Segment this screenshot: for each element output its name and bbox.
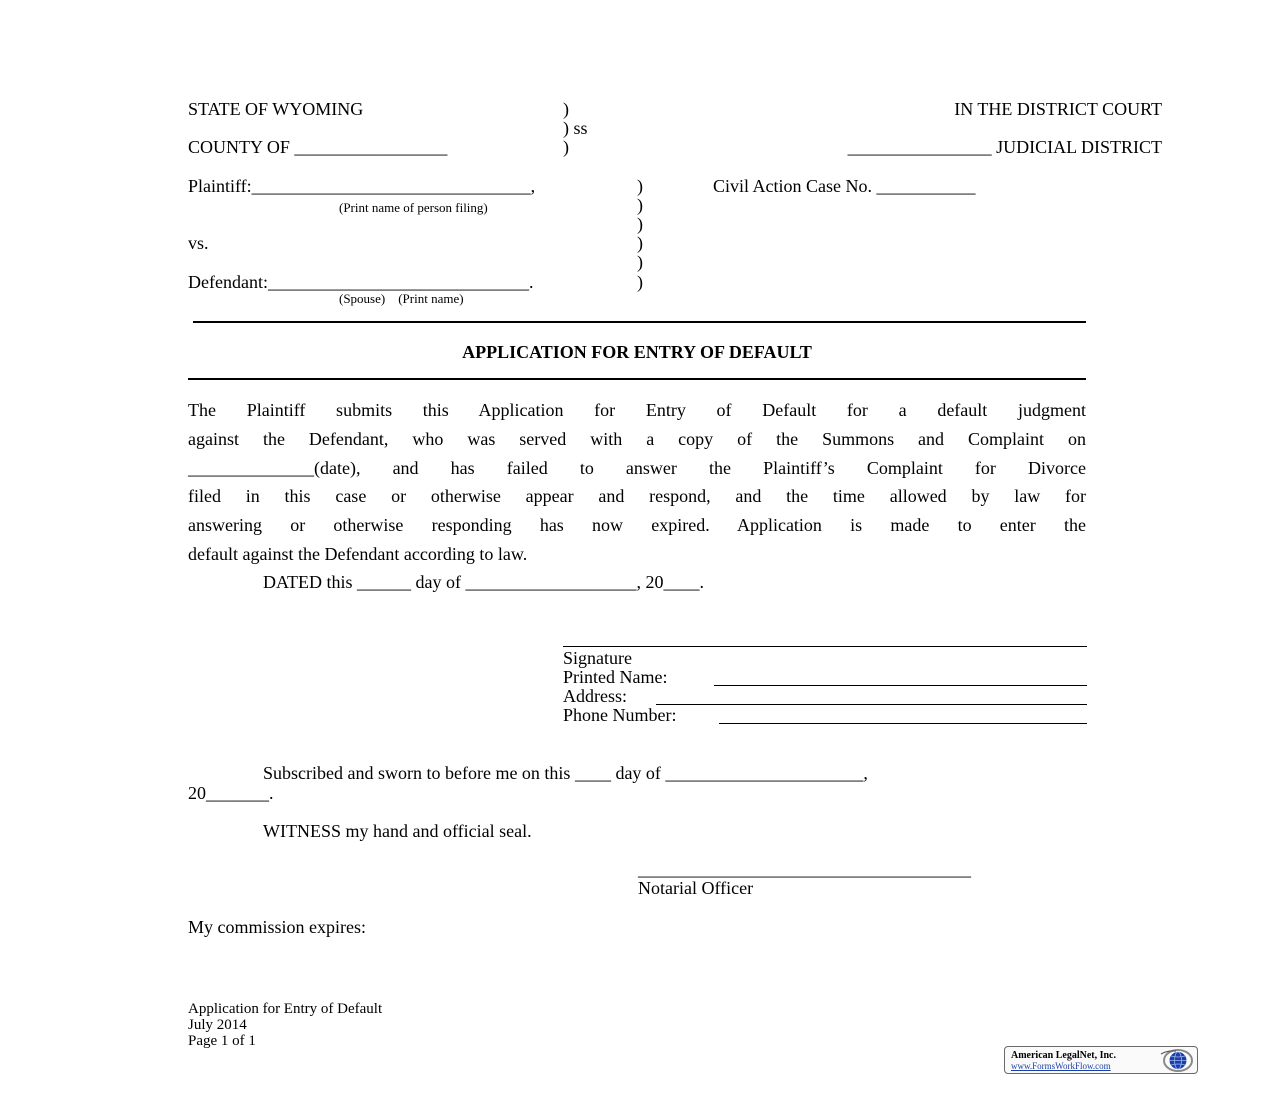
party-paren: ) [637,233,643,253]
caption-paren: ) [563,99,569,119]
body-line: filed in this case or otherwise appear and respond, and the time allowed by law for [188,486,1086,506]
document-title: APPLICATION FOR ENTRY OF DEFAULT [462,342,812,362]
defendant-hint: (Spouse) (Print name) [339,291,464,306]
footer-date: July 2014 [188,1017,247,1033]
body-line: answering or otherwise responding has now expired. Application is made to enter the [188,515,1086,535]
caption-paren-ss: ) ss [563,118,588,138]
title-rule-top [193,321,1086,323]
printed-name-label: Printed Name: [563,667,668,687]
footer-page: Page 1 of 1 [188,1033,256,1049]
logo-url-link[interactable]: www.FormsWorkFlow.com [1011,1061,1111,1071]
body-line-date-field[interactable]: ______________(date), and has failed to answer the Plaintiff’s Complaint for Divorce [188,458,1086,478]
party-paren: ) [637,214,643,234]
footer-form-name: Application for Entry of Default [188,1001,383,1017]
plaintiff-field[interactable]: Plaintiff:_______________________________, [188,176,536,196]
party-paren: ) [637,195,643,215]
notary-signature-line[interactable]: _____________________________________ [638,859,971,879]
phone-field[interactable] [719,723,1087,724]
american-legalnet-logo[interactable] [1004,1046,1198,1074]
case-number-field[interactable]: Civil Action Case No. ___________ [713,176,976,196]
globe-icon [1158,1048,1194,1073]
dated-field[interactable]: DATED this ______ day of ___________________, 20____. [263,572,704,592]
logo-company: American LegalNet, Inc. [1011,1050,1116,1061]
commission-expires-label: My commission expires: [188,917,366,937]
party-paren: ) [637,272,643,292]
plaintiff-hint: (Print name of person filing) [339,200,488,215]
address-label: Address: [563,686,627,706]
party-paren: ) [637,252,643,272]
witness-label: WITNESS my hand and official seal. [263,821,532,841]
body-line: against the Defendant, who was served with a copy of the Summons and Complaint on [188,429,1086,449]
notarial-officer-label: Notarial Officer [638,878,754,898]
printed-name-field[interactable] [714,685,1087,686]
subscribed-field[interactable]: Subscribed and sworn to before me on this ____ day of ______________________, [263,763,868,783]
state-label: STATE OF WYOMING [188,99,364,119]
judicial-district-field[interactable]: ________________ JUDICIAL DISTRICT [847,137,1162,157]
court-label: IN THE DISTRICT COURT [954,99,1162,119]
defendant-field[interactable]: Defendant:_____________________________. [188,272,534,292]
address-field[interactable] [656,704,1087,705]
year-field[interactable]: 20_______. [188,783,274,803]
signature-line[interactable] [563,646,1087,647]
phone-label: Phone Number: [563,705,677,725]
county-field[interactable]: COUNTY OF _________________ [188,137,448,157]
signature-label: Signature [563,648,632,668]
party-paren: ) [637,176,643,196]
caption-paren: ) [563,137,569,157]
title-rule-bottom [188,378,1086,380]
vs-label: vs. [188,233,209,253]
body-line: The Plaintiff submits this Application for Entry of Default for a default judgment [188,400,1086,420]
body-line: default against the Defendant according to law. [188,544,528,564]
